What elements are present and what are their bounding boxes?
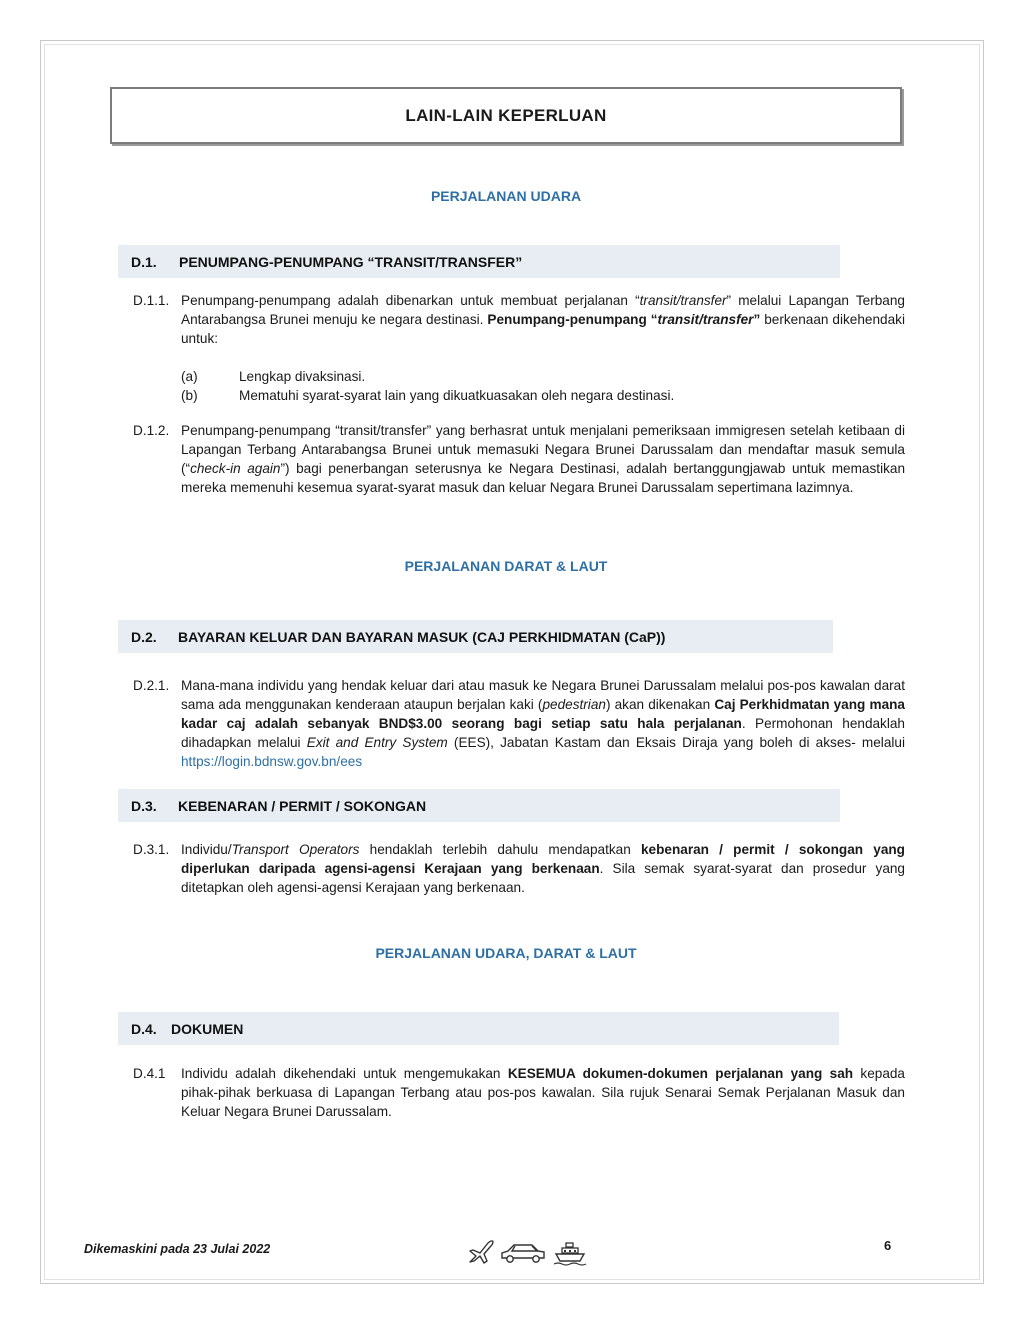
text-run-italic: pedestrian	[542, 697, 606, 712]
text-run: Individu/	[181, 842, 232, 857]
footer-updated-date: Dikemaskini pada 23 Julai 2022	[84, 1242, 271, 1256]
text-run-italic: Transport Operators	[231, 842, 360, 857]
section-number: D.4.	[131, 1020, 157, 1037]
list-item-text: Mematuhi syarat-syarat lain yang dikuatkuasakan oleh negara destinasi.	[239, 388, 675, 403]
section-number: D.3.	[131, 797, 157, 814]
text-run: kepada pihak-pihak berkuasa di Lapangan Terbang atau pos-pos kawalan. Sila rujuk Senarai Semak Perjalanan Masuk dan Keluar Negara Brunei Darussalam.	[181, 1066, 905, 1119]
section-bar-d4	[118, 1012, 839, 1045]
ees-link[interactable]: https://login.bdnsw.gov.bn/ees	[181, 754, 363, 769]
paragraph-body	[181, 291, 905, 348]
footer-transport-icons	[466, 1234, 590, 1266]
section-number: D.2.	[131, 628, 157, 645]
paragraph-body	[181, 676, 905, 771]
paragraph-d3-1	[133, 840, 905, 897]
car-icon	[502, 1245, 544, 1262]
text-run-bold: KESEMUA dokumen-dokumen perjalanan yang sah	[507, 1066, 854, 1081]
section-bar-d2	[118, 620, 833, 653]
text-run: (EES), Jabatan Kastam dan Eksais Diraja yang boleh di akses- melalui	[447, 735, 905, 750]
section-bar-d1	[118, 245, 840, 278]
paragraph-d4-1	[133, 1064, 905, 1121]
text-run: Penumpang-penumpang “transit/transfer” yang berhasrat untuk menjalani pemeriksaan immigresen setelah ketibaan di Lapangan Terbang Antarabangsa Brunei untuk memasuki Negara Brunei Darussalam dan mendaftar masuk semula (“	[181, 423, 905, 476]
paragraph-number: D.3.1.	[133, 842, 170, 857]
text-run: . Sila semak syarat-syarat dan prosedur yang ditetapkan oleh agensi-agensi Kerajaan yang berkenaan.	[181, 861, 905, 895]
paragraph-body	[181, 840, 905, 897]
text-run-bold: Penumpang-penumpang “	[487, 312, 658, 327]
section-title: DOKUMEN	[171, 1020, 244, 1037]
section-heading-udara-darat-laut: PERJALANAN UDARA, DARAT & LAUT	[375, 945, 637, 961]
list-item-text: Lengkap divaksinasi.	[239, 369, 366, 384]
paragraph-number: D.1.1.	[133, 293, 170, 308]
airplane-icon	[470, 1241, 493, 1263]
text-run: . Permohonan hendaklah dihadapkan melalui	[181, 716, 905, 750]
text-run: ”) bagi penerbangan seterusnya ke Negara Destinasi, adalah bertanggungjawab untuk memastikan mereka memenuhi kesemua syarat-syarat masuk dan keluar Negara Brunei Darussalam sepertimana lazimnya.	[181, 461, 906, 495]
list-item-label: (b)	[181, 388, 198, 403]
ship-icon	[554, 1243, 586, 1265]
text-run-bold: Caj Perkhidmatan yang mana kadar caj adalah sebanyak BND$3.00 seorang bagi setiap satu hala perjalanan	[181, 697, 905, 731]
text-run-italic: Exit and Entry System	[306, 735, 448, 750]
paragraph-number: D.2.1.	[133, 678, 170, 693]
text-run: Individu adalah dikehendaki untuk mengemukakan	[181, 1066, 508, 1081]
text-run: ) akan dikenakan	[605, 697, 715, 712]
text-run-italic: transit/transfer	[639, 293, 727, 308]
text-run: Mana-mana individu yang hendak keluar dari atau masuk ke Negara Brunei Darussalam melalui pos-pos kawalan darat sama ada menggunakan kenderaan ataupun berjalan kaki (	[181, 678, 905, 712]
section-number: D.1.	[131, 253, 157, 270]
paragraph-number: D.1.2.	[133, 423, 170, 438]
text-run-bold: ”	[753, 312, 761, 327]
paragraph-d1-1	[133, 291, 905, 348]
paragraph-body	[181, 1064, 905, 1121]
paragraph-number: D.4.1	[133, 1066, 166, 1081]
text-run: hendaklah terlebih dahulu mendapatkan	[359, 842, 641, 857]
page-number: 6	[884, 1238, 892, 1253]
text-run: Penumpang-penumpang adalah dibenarkan untuk membuat perjalanan “	[181, 293, 640, 308]
section-title: PENUMPANG-PENUMPANG “TRANSIT/TRANSFER”	[179, 253, 523, 270]
list-item-label: (a)	[181, 369, 198, 384]
text-run-italic: check-in again	[190, 461, 281, 476]
page-title: LAIN-LAIN KEPERLUAN	[110, 87, 902, 144]
text-run-bold: kebenaran / permit / sokongan yang diperlukan daripada agensi-agensi Kerajaan yang berkenaan	[181, 842, 905, 876]
section-heading-udara: PERJALANAN UDARA	[430, 188, 582, 204]
list-item-b	[181, 386, 674, 405]
section-title: KEBENARAN / PERMIT / SOKONGAN	[178, 797, 427, 814]
list-item-a	[181, 367, 365, 386]
section-heading-darat-laut: PERJALANAN DARAT & LAUT	[404, 558, 608, 574]
text-run: ” melalui Lapangan Terbang Antarabangsa Brunei menuju ke negara destinasi.	[181, 293, 905, 327]
paragraph-body	[181, 421, 905, 497]
section-title: BAYARAN KELUAR DAN BAYARAN MASUK (CAJ PERKHIDMATAN (CaP))	[178, 628, 666, 645]
paragraph-d2-1	[133, 676, 905, 771]
text-run: berkenaan dikehendaki untuk:	[181, 312, 905, 346]
text-run-bold-italic: transit/transfer	[657, 312, 754, 327]
paragraph-d1-2	[133, 421, 905, 497]
section-bar-d3	[118, 789, 840, 822]
